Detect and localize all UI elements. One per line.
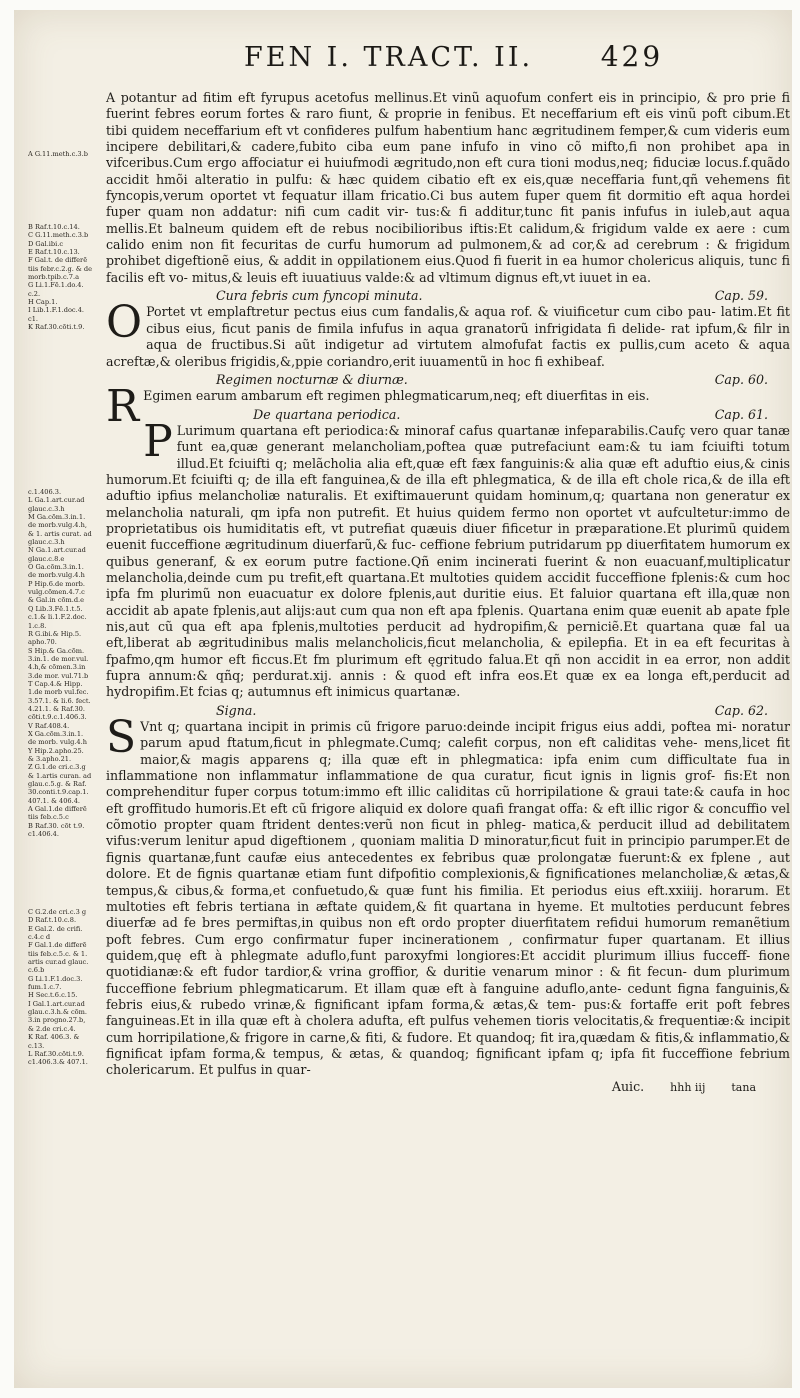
marginal-note: H Sec.t.6.c.15. xyxy=(28,991,78,1000)
marginal-note: de morb.vulg.4.h, xyxy=(28,521,87,530)
paragraph-text: Portet vt emplaftretur pectus eius cum fandalis,& aqua rof. & viuificetur cum cibo pau- latim.Et fit cibus eius, ficut panis de fimila infufus in aqua granatorũ infrigidata fi delide- rat ipfum,& filr in aqua de fructibus.Si aũt indigetur ad virtutem almofufat factis ex pullis,cum aceto & aqua acreftæ,& oleribus frigidis,&,ppie coriandro,erit iuuamentũ in hoc fi exhibeaf. xyxy=(106,304,790,369)
chapter-rubric xyxy=(143,407,790,423)
marginal-note: c.13. xyxy=(28,1041,45,1050)
marginal-note: 3.57.1. & li.6. fect. xyxy=(28,696,91,705)
marginalia-group xyxy=(28,150,104,158)
paragraph-text: Vnt q; quartana incipit in primis cũ frigore paruo:deinde incipit frigus eius addi, poftea mi- noratur parum apud ftatum,ficut in phlegmate.Cumq; calefit corpus, non eft caliditas vehe- mens,licet fit maior,& magis apparens q; illa quæ eft in phlegmatica: ipfa enim cum difficultate fua in inflammatione non inflammatur inflammatione de qua curatur, ficut ignis in lignis grof- fis:Et non comprehenditur fuper corpus totum:immo eft illic caliditas cũ horripilatione & graui tate:& caufa in hoc eft groffitudo humoris.Et eft cũ frigore aliquid ex dolore quafi frangat offa: & eft illic rigor & concuffio vel cõmotio propter quam ftrident dentes:verũ non ficut in phleg- matica,& perducit illud ad debilitatem vifus:verum lenitur apud digeftionem , quoniam malitia D minoratur,ficut fuit in principio parumper.Et de fignis quartanæ,funt caufæ eius antecedentes ex febribus quæ prolongatæ fuerunt:& ex fplene , aut dolore. Et de fignis quartanæ etiam funt difpofitio complexionis,& fignificationes melancholiæ,& ætas,& tempus,& cibus,& forma,et confuetudo,& quæ funt his fimilia. Et periodus eius eft.xxiiij. horarum. Et multoties eft febris tertiana in æftate quidem,& fit quartana in hyeme. Et multoties perducunt febres diuerfæ ad fe bres permiftas,in quibus non eft ordo propter diuerfitatem refidui humorum remanẽtium poft febres. Cum ergo confirmatur fuper incinerationem , confirmatur fuper quartanam. Et illius quidem,quę eft à phlegmate aduflo,funt paroxyfmi longiores:Et accidit plurimum illius fucceff- fione quotidianæ:& eft fudor tardior,& vrina groffior, & duritie venarum minor : & fit fecun- dum plurimum fucceffione febrium phlegmaticarum. Et illam quæ eft à fanguine aduflo,ante- cedunt figna fanguinis,& febris eius,& rubedo vrinæ,& fignificant ipfam forma,& ætas,& tem- pus:& fortaffe erit poft febres fanguineas.Et in illa quæ eft à cholera adufta, eft pulfus vehemen tioris velocitatis,& frequentiæ:& incipit cum horripilatione,& frigore in carne,& fiti, & fudore. Et quandoq; fit ira,quædam & fitis,& inflammatio,& fignificat ipfam forma,& tempus, & ætas, & quandoq; fignificant ipfam q; ipfa fit fucceffione febrium cholericarum. Et pulfus in quar- xyxy=(106,719,790,1078)
page-number: 429 xyxy=(600,40,664,73)
marginal-note: I Lib.1.F.1.doc.4. xyxy=(28,306,85,315)
marginal-note: G Li.1.F.1.doc.3. xyxy=(28,974,83,983)
paragraph: A potantur ad fitim eft fyrupus acetofus mellinus.Et vinũ aquofum confert eis in principio, & pro prie fi fuerint febres eorum fortes & raro fiunt, & proprie in fenibus. Et neceffarium eft eis vinũ poft cibum.Et tibi quidem neceffarium eft vt confideres pulfum habentium hanc ægritudinem femper,& cum videris eum incipere debilitari,& cadere,fubito ciba eum pane infufo in vino cõ mifto,fi non prohibet apa in vifceribus.Cum ergo affociatur ei huiufmodi ægritudo,non eft cura tioni modus,neq; fiduciæ locus.f.quãdo accidit hmõi alteratio in pulfu: & hæc quidem cibatio eft ex eis,quæ neceffaria funt,qñ vehemens fit fyncopis,verum oportet vt fequatur illam fricatio.Ci bus autem fuper quem fit dormitio eft aqua hordei fuper quam non addatur: nifi cum cadit vir- tus:& fi additur,tunc fit panis infufus in iuleb,aut aqua mellis.Et balneum quidem eft de rebus nocibilioribus iftis:Et calidum,& frigidum valde ex aere : cum calido enim non fit fecuritas de curfu humorum ad pulmonem,& ad cor,& ad cerebrum : & frigidum prohibet digeftionẽ eius, & addit in oppilationem eius.Quod fi fuerit in ea humor cholericus aliquis, tunc fi facilis eft vo- mitus,& leuis eft iuuatiuus valde:& ad vltimum dignus eft,vt iuuet in ea. xyxy=(106,90,790,285)
marginal-note: A Gal.1.de differẽ xyxy=(28,805,87,814)
marginal-note: tiis feb.c.5.c. & 1. xyxy=(28,949,88,958)
marginal-note: c.2. xyxy=(28,289,41,298)
rubric-title: Signa. xyxy=(216,702,257,718)
marginal-note: fum.1.c.7. xyxy=(28,983,62,992)
marginal-note: K Raf.30.cõti.t.9. xyxy=(28,323,85,332)
chapter-number: Cap. 62. xyxy=(714,702,768,718)
marginal-note: c.4.c d xyxy=(28,933,51,942)
marginal-note: c.1.406.3. xyxy=(28,488,62,496)
paragraph xyxy=(106,297,790,369)
marginal-note: glau.c.5.g. & Raf. xyxy=(28,780,87,789)
marginal-note: 3.in progno.27.b, xyxy=(28,1016,86,1025)
main-text-column xyxy=(106,90,790,1096)
marginal-note: F Gal.1.de differẽ xyxy=(28,941,87,950)
marginal-note: D Gal.ibi.c xyxy=(28,239,64,248)
marginal-note: C G.2.de cri.c.3 g xyxy=(28,908,87,916)
marginal-note: 30.conti.t.9.cap.1. xyxy=(28,788,89,797)
marginal-note: tiis febr.c.2.g. & de xyxy=(28,264,93,273)
paragraph-text: Egimen earum ambarum eft regimen phlegmaticarum,neq; eft diuerfitas in eis. xyxy=(143,388,650,404)
marginal-note: c.6.b xyxy=(28,966,45,975)
marginal-note: E Raf.t.10.c.13. xyxy=(28,248,80,257)
marginal-note: glauc.c.8.e xyxy=(28,554,65,563)
running-title: FEN I. TRACT. II. xyxy=(244,42,534,73)
marginal-note: de morb. vulg.4.h xyxy=(28,738,87,747)
paragraph xyxy=(106,415,790,701)
drop-capital: S xyxy=(106,712,137,764)
rubric-title: De quartana periodica. xyxy=(253,406,401,422)
marginal-note: M Ga.cõm.3.in.1. xyxy=(28,513,86,522)
paragraph xyxy=(106,712,790,1079)
marginal-note: apho.70. xyxy=(28,638,57,647)
chapter-rubric xyxy=(106,288,790,304)
marginalia-group xyxy=(28,488,104,838)
marginal-note: 4.h,& cõmen.3.in xyxy=(28,663,86,672)
chapter-rubric xyxy=(106,703,790,719)
drop-capital: O xyxy=(106,297,143,349)
marginal-note: C G.11.meth.c.3.b xyxy=(28,231,89,240)
marginal-note: O Ga.cõm.3.in.1. xyxy=(28,563,84,572)
signature-mark: hhh iij xyxy=(670,1080,706,1094)
catchline: Auic. xyxy=(611,1078,645,1094)
marginal-note: c.1.& li.1.F.2.doc. xyxy=(28,613,87,622)
marginal-note: 3.in.1. de mor.vul. xyxy=(28,654,89,663)
chapter-number: Cap. 61. xyxy=(714,406,768,422)
marginal-note: c1.406.3.& 407.1. xyxy=(28,1058,88,1067)
marginal-note: G Li.1.Fẽ.1.do.4. xyxy=(28,281,84,290)
marginal-note: 407.1. & 406.4. xyxy=(28,796,81,805)
marginal-note: vulg.cõmen.4.7.c xyxy=(28,588,85,597)
catchword: tana xyxy=(731,1080,756,1094)
marginal-note: c1. xyxy=(28,314,38,323)
marginal-note: tiis feb.c.5.c xyxy=(28,813,69,822)
marginal-note: F Gal.t. de differẽ xyxy=(28,256,88,265)
marginal-note: V Raf.408.4. xyxy=(28,721,70,730)
marginal-note: & 3.apho.21. xyxy=(28,755,72,763)
rubric-title: Cura febris cum fyncopi minuta. xyxy=(216,288,423,304)
marginal-note: L Raf.30.cõti.t.9. xyxy=(28,1049,84,1058)
marginal-note: E Gal.2. de crifi. xyxy=(28,924,83,933)
marginal-note: 1.de morb vul.fec. xyxy=(28,688,89,697)
running-header xyxy=(244,40,663,73)
marginal-note: & 1.artis curan. ad xyxy=(28,771,92,780)
marginal-note: & 2.de cri.c.4. xyxy=(28,1024,76,1033)
marginal-note: L Ga.1.art.cur.ad xyxy=(28,496,85,505)
marginal-note: Y Hip.2.apho.25. xyxy=(28,746,84,755)
marginal-note: I Gal.1.art.cur.ad xyxy=(28,999,85,1008)
marginalia-group xyxy=(28,223,104,331)
marginal-note: N Ga.1.art.cur.ad xyxy=(28,546,86,555)
marginal-note: Z G.1.de cri.c.3.g xyxy=(28,763,86,772)
marginal-note: P Hip.6.de morb. xyxy=(28,579,85,588)
marginal-note: cõti.t.9.c.1.406.3. xyxy=(28,713,87,722)
book-page xyxy=(14,10,792,1388)
marginal-note: 4.21.1. & Raf.30. xyxy=(28,704,85,713)
marginal-note: glauc.c.3.h xyxy=(28,504,65,513)
marginal-note: H Cap.1. xyxy=(28,298,58,307)
marginal-note: B Raf.30. cõt t.9. xyxy=(28,821,85,830)
rubric-title: Regimen nocturnæ & diurnæ. xyxy=(216,371,408,387)
marginal-note: A G.11.meth.c.3.b xyxy=(28,150,88,158)
marginal-note: morb.tpib.c.7.a xyxy=(28,273,79,282)
marginal-note: de morb.vulg.4.h xyxy=(28,571,85,580)
marginal-note: artis cur.ad glauc. xyxy=(28,958,89,967)
marginal-note: K Raf. 406.3. & xyxy=(28,1033,80,1042)
marginal-note: D Raf.t.10.c.8. xyxy=(28,916,77,925)
marginal-note: glau.c.3.h.& cõm. xyxy=(28,1008,88,1017)
drop-capital: P xyxy=(143,415,173,467)
chapter-number: Cap. 59. xyxy=(714,288,768,304)
marginal-note: Q Lib.3.Fẽ.1.t.5. xyxy=(28,604,83,613)
marginal-note: 1.c.8. xyxy=(28,621,47,630)
marginal-note: glauc.c.3.h xyxy=(28,538,65,547)
page-footer xyxy=(106,1079,790,1096)
marginal-note: 3.de mor. vul.71.b xyxy=(28,671,89,680)
marginal-note: B Raf.t.10.c.14. xyxy=(28,223,80,231)
marginal-note: R G.ibi.& Hip.5. xyxy=(28,629,82,638)
marginal-note: X Ga.cõm.3.in.1. xyxy=(28,729,84,738)
drop-capital: R xyxy=(106,381,140,433)
paragraph-text: Lurimum quartana eft periodica:& minoraf cafus quartanæ infeparabilis.Caufç vero quar tanæ funt ea,quæ generant melancholiam,poftea quæ putrefaciunt eam:& tu iam fciuifti totum illud.Et fciuifti q; melãcholia alia eft,quæ eft fæx fanguinis:& alia quæ eft aduftio eius,& cinis humorum.Et fciuifti q; de illa eft fanguinea,& de illa eft phlegmatica, & de illa eft chole rica,& de illa eft aduftio ipfius melancholiæ naturalis. Et exiftimauerunt quidam hominum,q; quartana non generatur ex melancholia naturali, qm ipfa non putrefit. Et huius quidem fermo non oportet vt aufcultetur:immo de proprietatibus ois humiditatis eft, vt putrefiat quæuis diuer fificetur in præparatione.Et plurimũ quidem euenit fucceffione ægritudinum diuerfarũ,& fuc- ceffione febrium putridarum pp diuerfitatem humorum ex quibus generanf, & ex eorum putre factione.Qñ enim incinerati fuerint & non euacuanf,multiplicatur melancholia,deinde cum pu trefit,eft quartana.Et multoties quidem accidit fucceffione fplenis:& cum hoc ipfa fm plurimũ non euacuatur ex dolore fplenis,aut duritie eius. Et faluior quartana eft illa,quæ non accidit ab apate fplenis,aut alijs:aut cum qua non eft apa fplenis. Quartana enim quæ euenit ab apate fple nis,aut cũ qua eft apa fplenis,multoties perducit ad hydropifim,& perniciẽ.Et quartana quæ fal ua eft,liberat ab ægritudinibus malis melancholicis,ficut melancholia, & epilepfia. Et in ea eft fecuritas à fpafmo,qm humor eft ficcus.Et fm plurimum eft ęgritudo falua.Et qñ non accidit in ea error, non addit fupra annum:& qñq; perdurat.xij. annis : & quod eft infra eos.Et quæ ex ea longa eft,perducit ad hydropifim.Et fcias q; autumnus eft inimicus quartanæ. xyxy=(106,422,790,700)
marginalia-group xyxy=(28,908,104,1067)
marginal-note: T Cap.4.& Hipp. xyxy=(28,679,83,688)
marginal-note: c1.406.4. xyxy=(28,830,59,839)
marginal-note: & 1. artis curat. ad xyxy=(28,529,92,538)
chapter-rubric xyxy=(106,372,790,388)
marginal-note: S Hip.& Ga.cõm. xyxy=(28,646,85,655)
marginal-note: & Gal.in cõm.d.e xyxy=(28,596,85,605)
chapter-number: Cap. 60. xyxy=(714,371,768,387)
